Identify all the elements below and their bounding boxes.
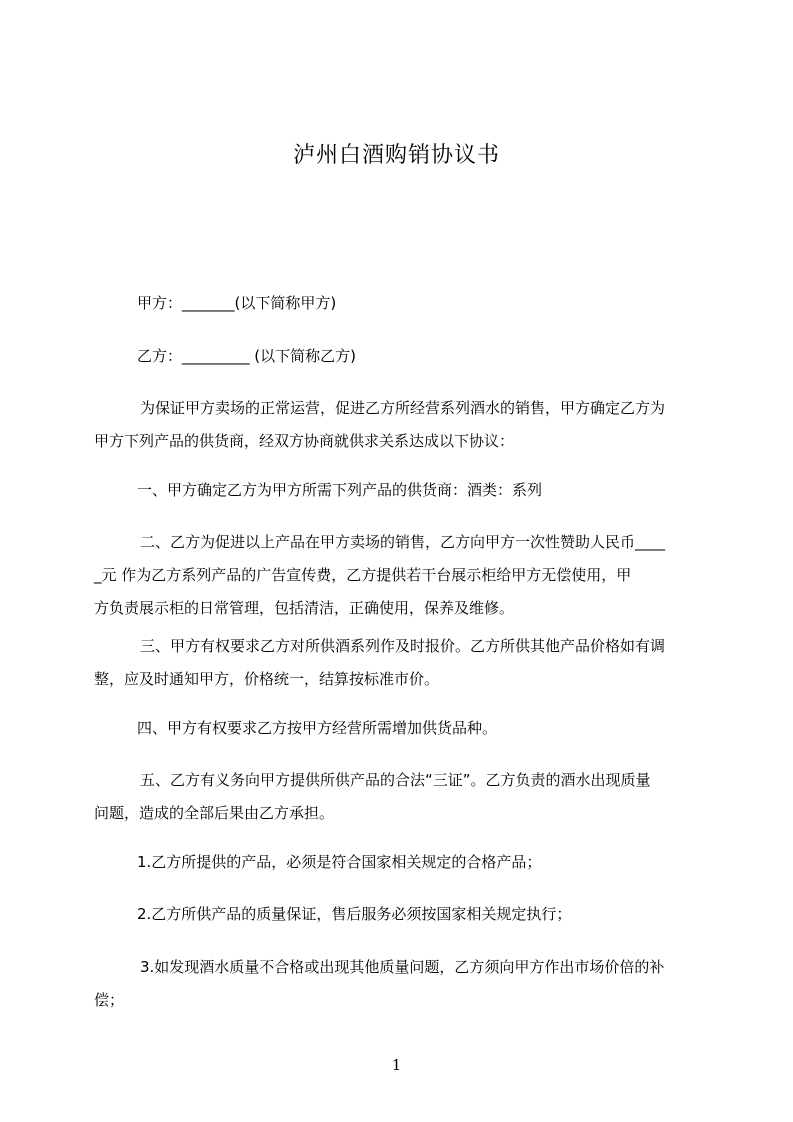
clause-5-paragraph	[94, 764, 706, 830]
item-3-paragraph	[94, 951, 706, 1017]
clause-4: 四、甲方有权要求乙方按甲方经营所需增加供货品种。	[137, 719, 498, 737]
clause-3-paragraph	[94, 630, 706, 696]
clause-5-line-2: 问题，造成的全部后果由乙方承担。	[94, 804, 335, 822]
page-number: 1	[391, 1056, 402, 1074]
clause-2-line-2: _元 作为乙方系列产品的广告宣传费，乙方提供若干台展示柜给甲方无偿使用，甲	[94, 566, 632, 584]
intro-line-1: 为保证甲方卖场的正常运营，促进乙方所经营系列酒水的销售，甲方确定乙方为	[140, 399, 666, 417]
item-3-line-2: 偿；	[94, 991, 125, 1009]
clause-2-line-3: 方负责展示柜的日常管理，包括清洁，正确使用，保养及维修。	[94, 599, 515, 617]
document-title: 泸州白酒购销协议书	[292, 143, 500, 168]
item-1: 1.乙方所提供的产品，必须是符合国家相关规定的合格产品；	[137, 853, 542, 871]
clause-3-line-2: 整，应及时通知甲方，价格统一，结算按标准市价。	[94, 670, 440, 688]
intro-paragraph	[94, 392, 706, 458]
party-b-line: 乙方：_________ (以下简称乙方)	[137, 347, 356, 365]
intro-line-2: 甲方下列产品的供货商，经双方协商就供求关系达成以下协议：	[94, 432, 515, 450]
clause-3-line-1: 三、甲方有权要求乙方对所供酒系列作及时报价。乙方所供其他产品价格如有调	[140, 637, 666, 655]
item-3-line-1: 3.如发现酒水质量不合格或出现其他质量问题，乙方须向甲方作出市场价倍的补	[140, 958, 665, 976]
clause-2-paragraph	[94, 526, 706, 625]
party-a-line: 甲方：_______(以下简称甲方)	[137, 294, 337, 312]
clause-5-line-1: 五、乙方有义务向甲方提供所供产品的合法“三证”。乙方负责的酒水出现质量	[140, 771, 651, 789]
clause-2-line-1: 二、乙方为促进以上产品在甲方卖场的销售，乙方向甲方一次性赞助人民币____	[140, 533, 666, 551]
clause-1: 一、甲方确定乙方为甲方所需下列产品的供货商：酒类：系列	[137, 481, 543, 499]
item-2: 2.乙方所供产品的质量保证，售后服务必须按国家相关规定执行；	[137, 905, 572, 923]
